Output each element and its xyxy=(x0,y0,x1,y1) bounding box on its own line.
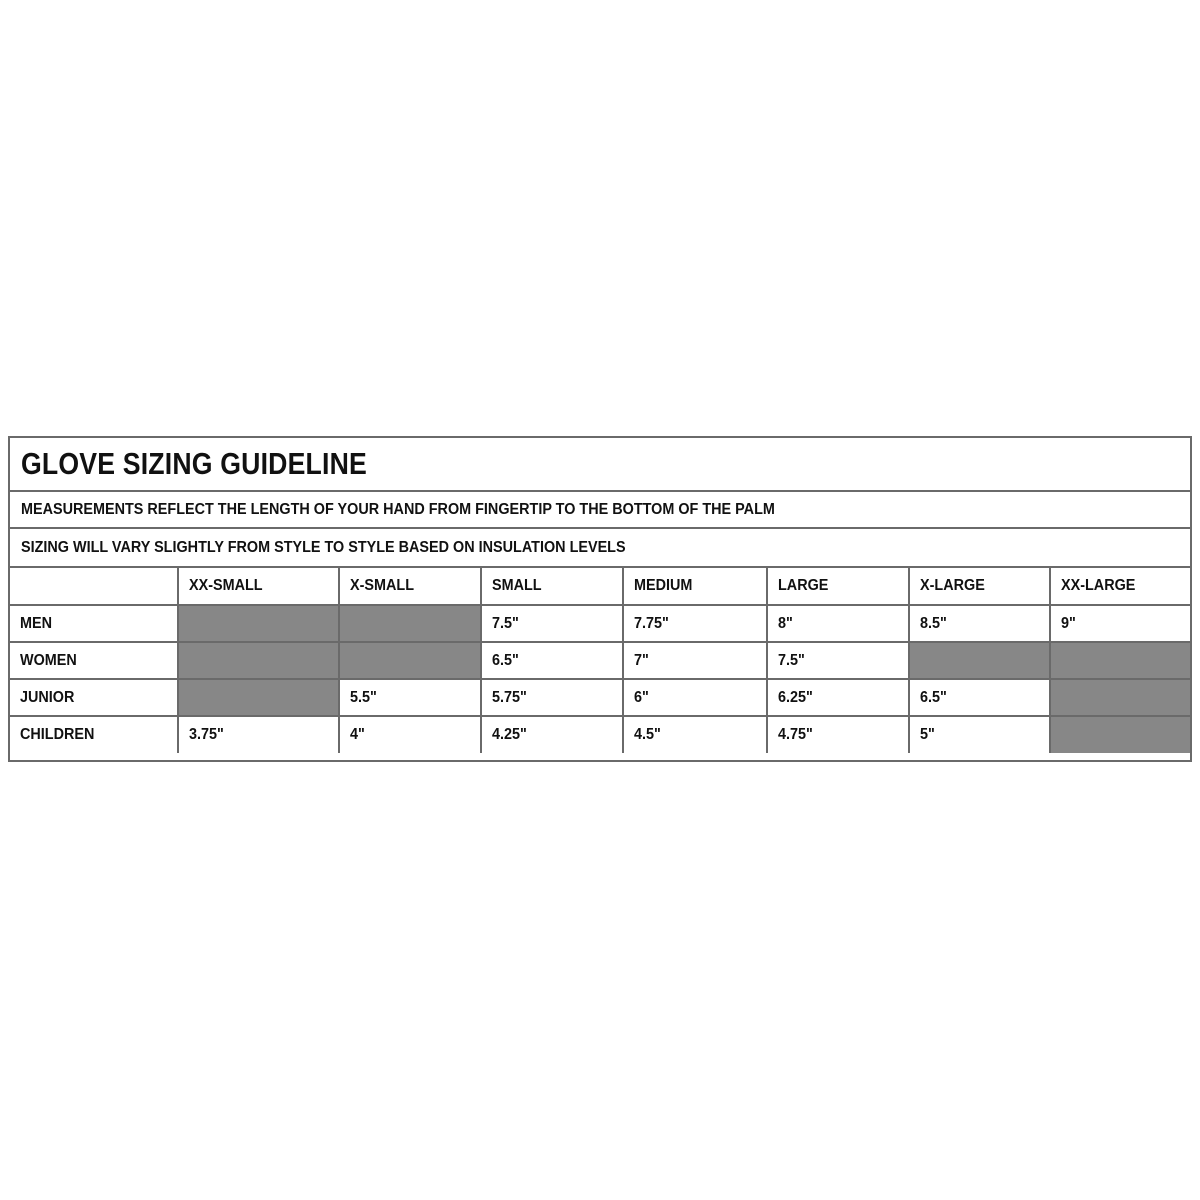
column-header-label: MEDIUM xyxy=(634,577,693,594)
size-cell: 6.5" xyxy=(481,642,623,679)
size-cell xyxy=(1050,679,1190,716)
chart-title: GLOVE SIZING GUIDELINE xyxy=(21,446,367,481)
column-header-label: SMALL xyxy=(492,577,542,594)
glove-sizing-chart xyxy=(8,436,1192,762)
size-cell: 8.5" xyxy=(909,605,1050,642)
size-cell xyxy=(1050,642,1190,679)
insulation-note: SIZING WILL VARY SLIGHTLY FROM STYLE TO STYLE BASED ON INSULATION LEVELS xyxy=(21,538,626,556)
measurement-note-row xyxy=(10,492,1190,529)
size-cell xyxy=(178,642,339,679)
size-cell: 3.75" xyxy=(178,716,339,753)
column-header-xx-large xyxy=(1050,568,1190,605)
column-header-label: X-LARGE xyxy=(920,577,985,594)
table-row-junior xyxy=(10,679,1190,716)
size-cell: 4.5" xyxy=(623,716,767,753)
size-cell: 5.75" xyxy=(481,679,623,716)
column-header-label: X-SMALL xyxy=(350,577,414,594)
column-header-label: XX-SMALL xyxy=(189,577,263,594)
column-header-x-small xyxy=(339,568,481,605)
column-header-small xyxy=(481,568,623,605)
chart-title-row xyxy=(10,438,1190,492)
size-cell: 7" xyxy=(623,642,767,679)
row-label: CHILDREN xyxy=(10,716,178,753)
row-label: WOMEN xyxy=(10,642,178,679)
table-header-row xyxy=(10,568,1190,605)
row-label: MEN xyxy=(10,605,178,642)
column-header-large xyxy=(767,568,909,605)
size-cell: 4.75" xyxy=(767,716,909,753)
size-cell: 4.25" xyxy=(481,716,623,753)
header-empty-cell xyxy=(10,568,178,605)
column-header-xx-small xyxy=(178,568,339,605)
size-cell xyxy=(339,605,481,642)
size-cell: 4" xyxy=(339,716,481,753)
size-cell: 7.5" xyxy=(481,605,623,642)
size-cell: 6" xyxy=(623,679,767,716)
size-table xyxy=(10,568,1190,753)
measurement-note: MEASUREMENTS REFLECT THE LENGTH OF YOUR HAND FROM FINGERTIP TO THE BOTTOM OF THE PALM xyxy=(21,500,775,518)
size-cell: 7.5" xyxy=(767,642,909,679)
size-cell: 6.25" xyxy=(767,679,909,716)
size-cell xyxy=(339,642,481,679)
column-header-medium xyxy=(623,568,767,605)
column-header-label: XX-LARGE xyxy=(1061,577,1136,594)
column-header-label: LARGE xyxy=(778,577,829,594)
column-header-x-large xyxy=(909,568,1050,605)
size-cell: 9" xyxy=(1050,605,1190,642)
insulation-note-row xyxy=(10,529,1190,568)
table-row-children xyxy=(10,716,1190,753)
size-cell: 6.5" xyxy=(909,679,1050,716)
size-cell: 5" xyxy=(909,716,1050,753)
size-cell: 8" xyxy=(767,605,909,642)
size-cell: 5.5" xyxy=(339,679,481,716)
row-label: JUNIOR xyxy=(10,679,178,716)
table-row-women xyxy=(10,642,1190,679)
size-cell xyxy=(178,679,339,716)
table-row-men xyxy=(10,605,1190,642)
size-cell xyxy=(1050,716,1190,753)
size-cell: 7.75" xyxy=(623,605,767,642)
size-cell xyxy=(909,642,1050,679)
size-cell xyxy=(178,605,339,642)
